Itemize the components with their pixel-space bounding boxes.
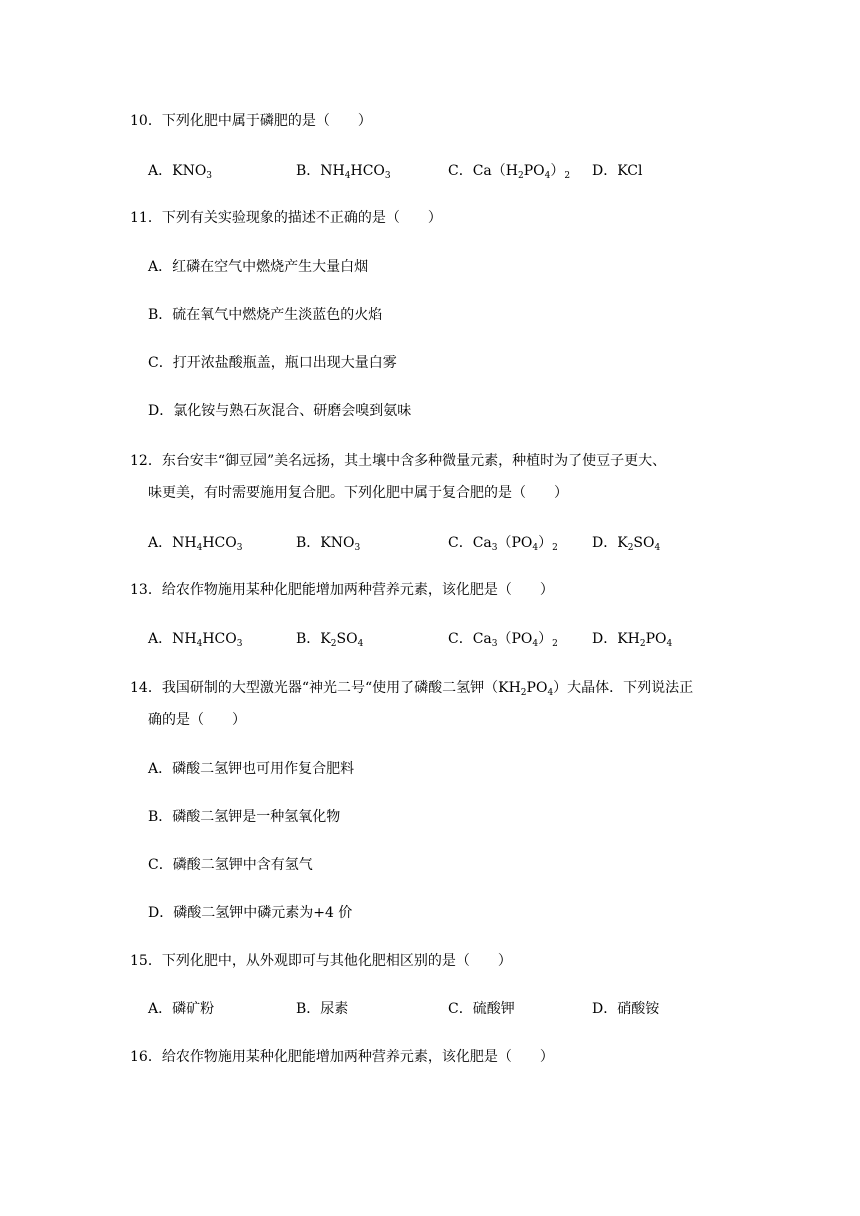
q15-option-d: D．硝酸铵	[592, 1001, 660, 1017]
q15-option-c: C．硫酸钾	[448, 1001, 515, 1017]
q14-option-d: D．磷酸二氢钾中磷元素为+4 价	[148, 905, 353, 921]
q14-option-c: C．磷酸二氢钾中含有氢气	[148, 857, 313, 873]
q10-option-d: D．KCl	[592, 163, 643, 179]
q13-option-b: B．$K_2SO_4$	[296, 631, 364, 649]
q15-option-a: A．磷矿粉	[148, 1001, 215, 1017]
question-11-stem: 11．下列有关实验现象的描述不正确的是（ ）	[130, 210, 442, 226]
q11-option-a: A．红磷在空气中燃烧产生大量白烟	[148, 259, 369, 275]
q13-option-d: D．$KH_2PO_4$	[592, 631, 673, 649]
q12-option-d: D．$K_2SO_4$	[592, 535, 661, 553]
q12-option-b: B．$KNO_3$	[296, 535, 361, 553]
question-12-stem-line1: 12．东台安丰“御豆园”美名远扬，其土壤中含多种微量元素，种植时为了使豆子更大、	[130, 453, 667, 469]
q10-option-a: A．$KNO_3$	[148, 163, 213, 181]
question-15-stem: 15．下列化肥中，从外观即可与其他化肥相区别的是（ ）	[130, 953, 512, 969]
q10-option-b: B．$NH_4HCO_3$	[296, 163, 391, 181]
question-16-stem: 16．给农作物施用某种化肥能增加两种营养元素，该化肥是（ ）	[130, 1049, 554, 1065]
question-13-stem: 13．给农作物施用某种化肥能增加两种营养元素，该化肥是（ ）	[130, 582, 554, 598]
q11-option-c: C．打开浓盐酸瓶盖，瓶口出现大量白雾	[148, 355, 397, 371]
q11-option-d: D．氯化铵与熟石灰混合、研磨会嗅到氨味	[148, 403, 412, 419]
q13-option-a: A．$NH_4HCO_3$	[148, 631, 243, 649]
q11-option-b: B．硫在氧气中燃烧产生淡蓝色的火焰	[148, 307, 383, 323]
q12-option-c: C．$Ca_3(PO_4)_2$	[448, 535, 558, 553]
q12-option-a: A．$NH_4HCO_3$	[148, 535, 243, 553]
q15-option-b: B．尿素	[296, 1001, 349, 1017]
question-12-stem-line2: 味更美，有时需要施用复合肥。下列化肥中属于复合肥的是（ ）	[148, 485, 568, 501]
q13-option-c: C．$Ca_3(PO_4)_2$	[448, 631, 558, 649]
question-14-stem-line1: 14．我国研制的大型激光器“神光二号“使用了磷酸二氢钾$(KH_2PO_4)$大晶体．下列说法正	[130, 680, 694, 698]
question-10-stem: 10．下列化肥中属于磷肥的是（ ）	[130, 113, 372, 129]
q14-option-b: B．磷酸二氢钾是一种氢氧化物	[148, 809, 341, 825]
q14-option-a: A．磷酸二氢钾也可用作复合肥料	[148, 761, 355, 777]
q10-option-c: C．$Ca(H_2PO_4)_2$	[448, 163, 571, 181]
question-14-stem-line2: 确的是（ ）	[148, 712, 246, 728]
